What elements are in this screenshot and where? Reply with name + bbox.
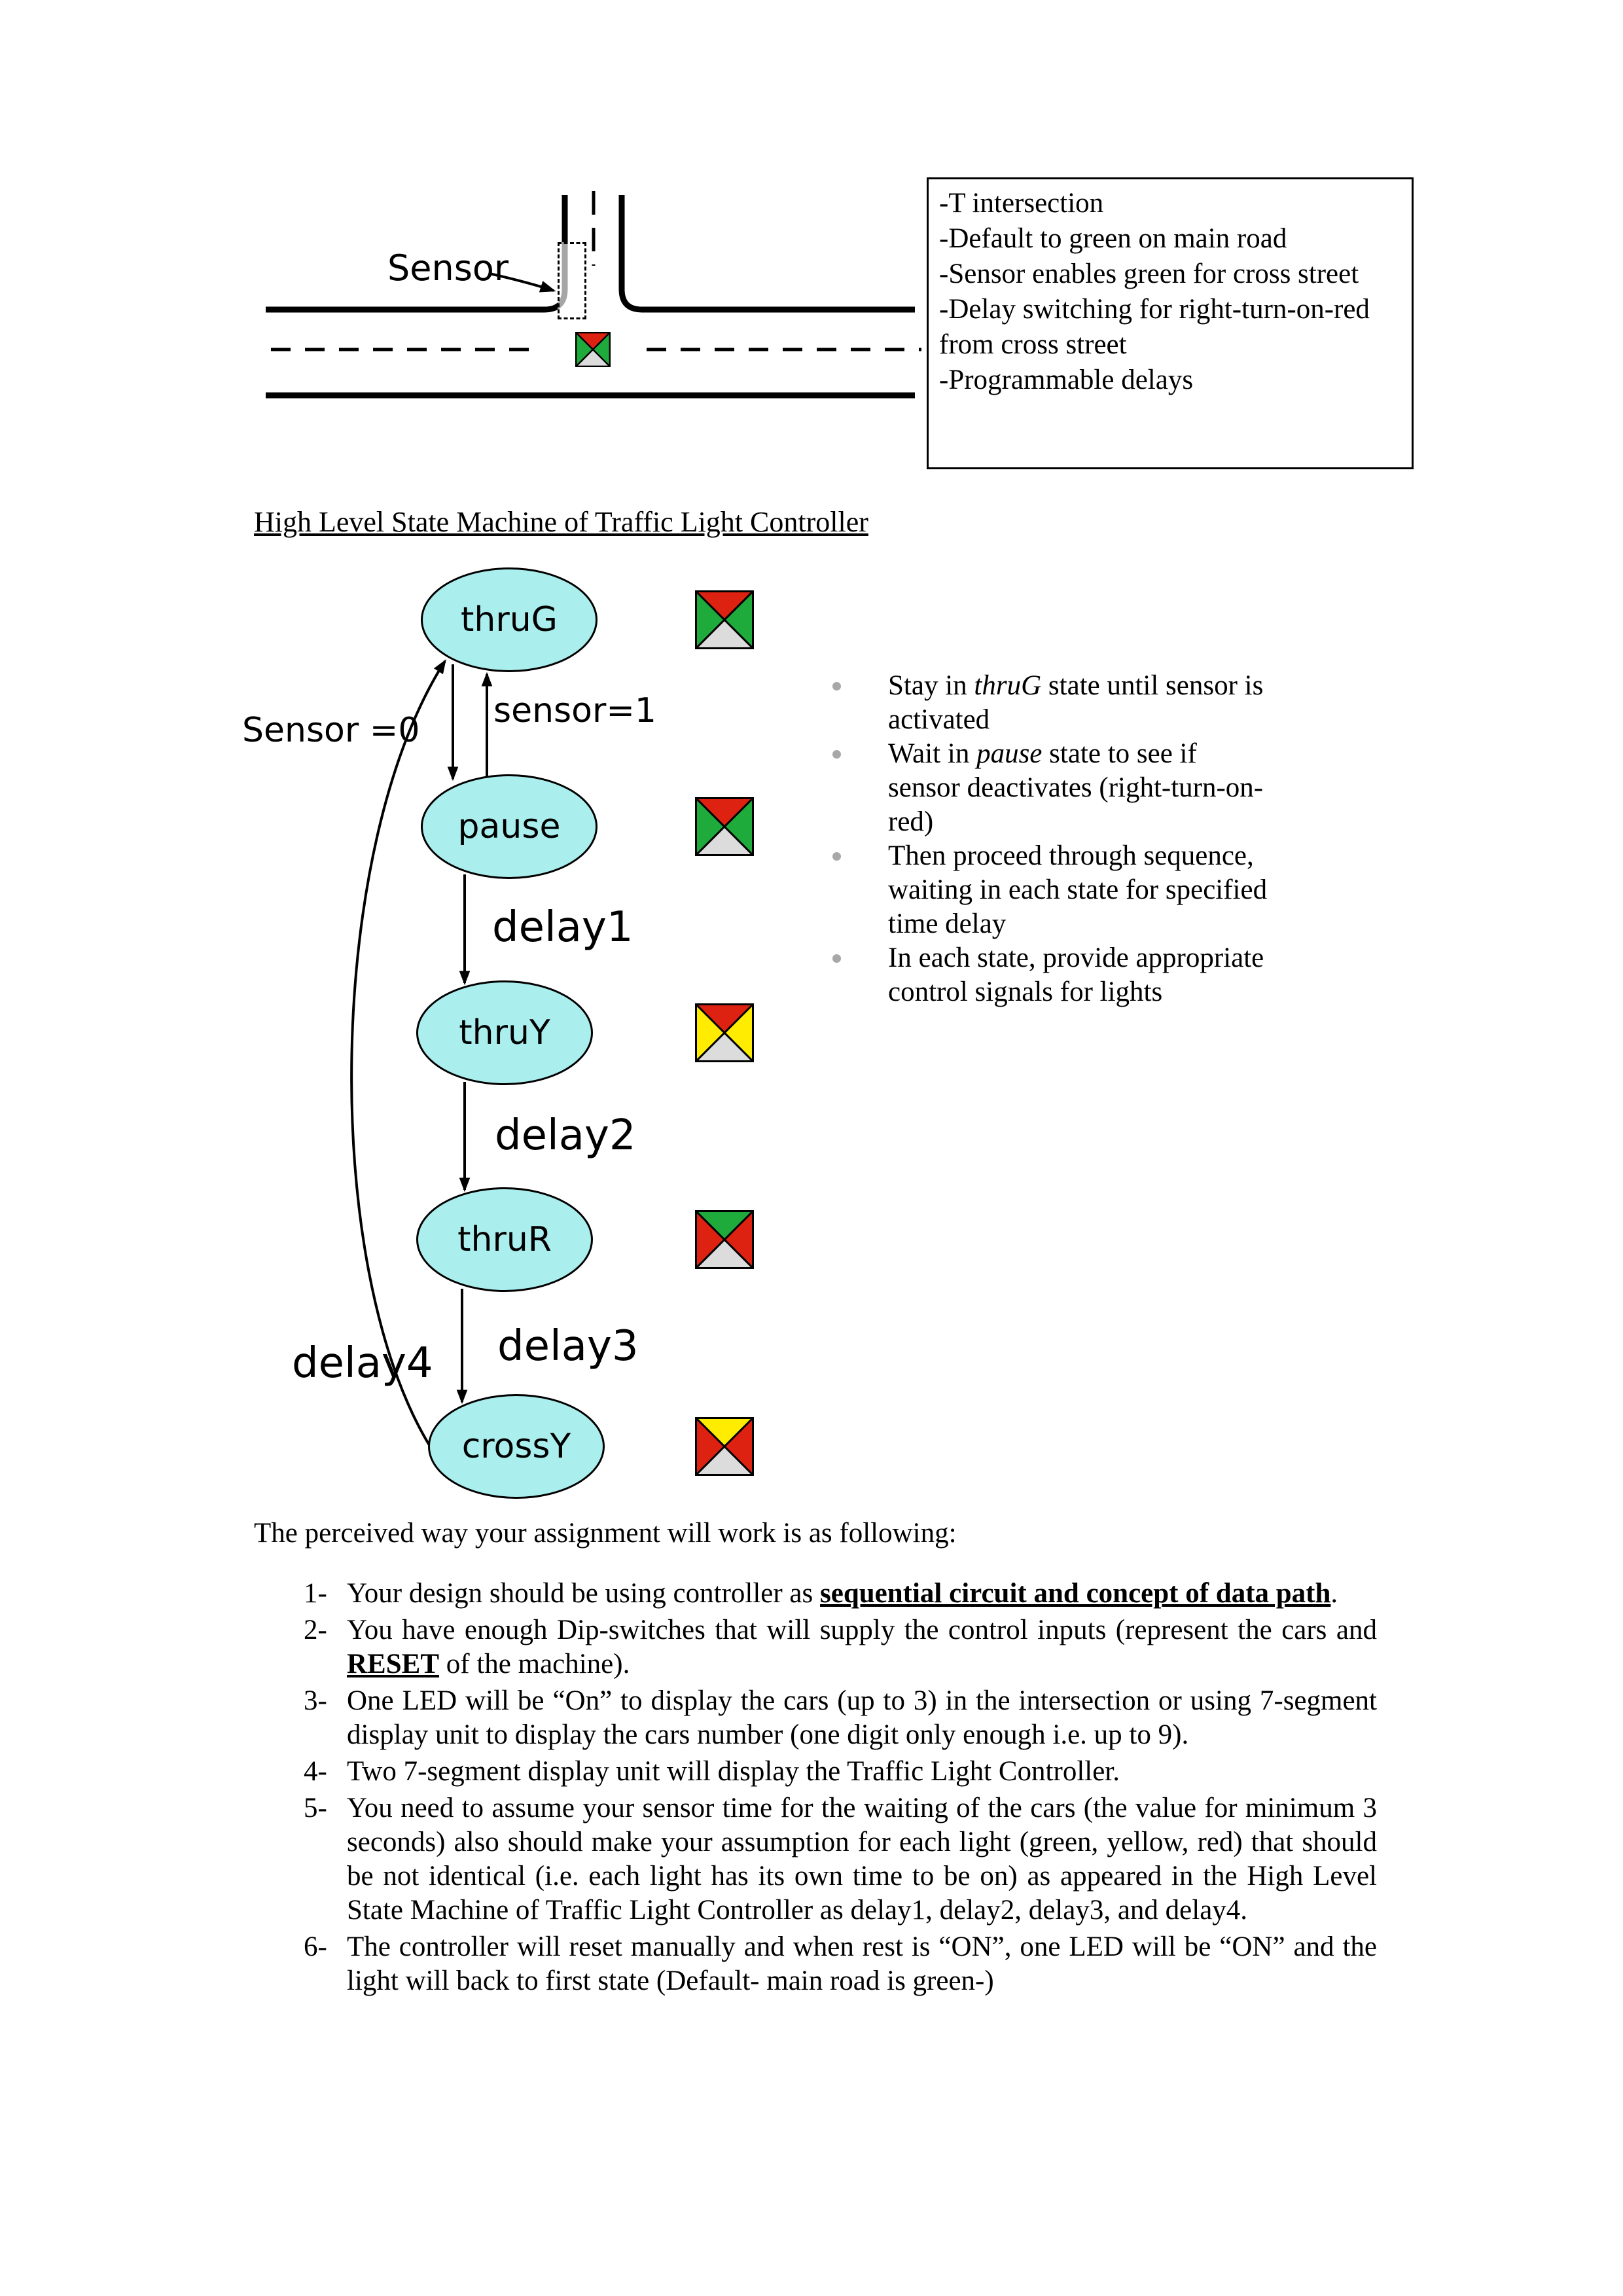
bullet-icon [832, 852, 841, 861]
item-pre: One LED will be “On” to display the cars (up to 3) in the intersection or using 7-segment display unit to display the cars number (one digit only enough i.e. up to 9). [347, 1685, 1377, 1750]
item-pre: You have enough Dip-switches that will supply the control inputs (represent the cars and [347, 1615, 1377, 1645]
item-post: . [1330, 1578, 1338, 1609]
list-item-text [347, 1577, 1377, 1611]
list-item-text [347, 1684, 1377, 1752]
transition-label-delay3: delay3 [497, 1322, 639, 1371]
state-crossY [428, 1394, 605, 1499]
thruR-light-icon [695, 1210, 754, 1269]
assignment-section [254, 1517, 1377, 2001]
bullet-pre: Stay in [888, 670, 974, 701]
info-line: -T intersection [939, 188, 1104, 219]
item-pre: Two 7-segment display unit will display the Traffic Light Controller. [347, 1756, 1120, 1787]
list-item-text [347, 1613, 1377, 1681]
bullet-post: Then proceed through sequence, waiting in each state for specified time delay [888, 840, 1268, 939]
info-line: -Delay switching for right-turn-on-red from cross street [939, 294, 1370, 360]
bullet-text [888, 737, 1271, 839]
list-item [304, 1577, 1377, 1611]
list-item-text [347, 1755, 1377, 1789]
info-line: -Programmable delays [939, 365, 1194, 395]
state-thruY [416, 980, 593, 1085]
item-pre: The controller will reset manually and when rest is “ON”, one LED will be “ON” and the light will back to first state (Default- main road is green-) [347, 1931, 1377, 1996]
list-item [832, 941, 1330, 1009]
assignment-list [254, 1577, 1377, 1998]
state-thruR [416, 1187, 593, 1292]
transition-label-sensor0: Sensor =0 [242, 711, 420, 750]
list-item-number: 5- [304, 1793, 327, 1823]
section-heading: High Level State Machine of Traffic Light Controller [254, 506, 868, 538]
list-item-text [347, 1791, 1377, 1928]
sensor-label: Sensor [387, 247, 509, 289]
state-label: thruR [457, 1220, 552, 1259]
thruG-light-icon [695, 590, 754, 649]
list-item [304, 1930, 1377, 1998]
info-line: -Sensor enables green for cross street [939, 259, 1359, 289]
state-label: crossY [461, 1427, 571, 1466]
list-item [304, 1684, 1377, 1752]
list-item-number: 4- [304, 1756, 327, 1787]
transition-label-delay2: delay2 [495, 1111, 636, 1160]
assignment-intro: The perceived way your assignment will work is as following: [254, 1518, 957, 1549]
state-label: pause [457, 807, 561, 846]
list-item-number: 2- [304, 1615, 327, 1645]
transition-label-delay1: delay1 [492, 903, 633, 952]
bullet-post: In each state, provide appropriate control signals for lights [888, 942, 1264, 1007]
list-item [832, 737, 1330, 839]
bullet-emphasis: thruG [974, 670, 1042, 701]
thruY-light-icon [695, 1003, 754, 1062]
item-pre: You need to assume your sensor time for the waiting of the cars (the value for minimum 3 seconds) also should make your assumption for each light (green, yellow, red) that should be not identical (i.e. each light has its own time to be on) as appeared in the High Level State Machine of Traffic Light Controller as delay1, delay2, delay3, and delay4. [347, 1793, 1377, 1926]
info-line: -Default to green on main road [939, 223, 1287, 254]
crossY-light-icon [695, 1417, 754, 1476]
intersection-info-box [927, 177, 1414, 469]
list-item-number: 3- [304, 1685, 327, 1716]
bullet-icon [832, 682, 841, 691]
list-item [304, 1791, 1377, 1928]
bullet-text [888, 941, 1271, 1009]
intersection-light-icon [575, 332, 611, 367]
state-label: thruG [461, 600, 558, 639]
bullet-icon [832, 954, 841, 963]
list-item [304, 1613, 1377, 1681]
state-label: thruY [459, 1013, 550, 1052]
bullet-icon [832, 750, 841, 759]
list-item [832, 669, 1330, 737]
list-item [832, 839, 1330, 941]
transition-label-sensor1: sensor=1 [493, 691, 656, 730]
list-item [304, 1755, 1377, 1789]
item-pre: Your design should be using controller as [347, 1578, 821, 1609]
pause-light-icon [695, 797, 754, 856]
bullet-text [888, 839, 1271, 941]
notes-list [832, 669, 1330, 1009]
list-item-number: 6- [304, 1931, 327, 1962]
sensor-zone-dashed-rect [558, 242, 586, 319]
bullet-text [888, 669, 1271, 737]
bullet-post: state to see if sensor deactivates (right-turn-on-red) [888, 738, 1264, 837]
road-edge-top-right [622, 195, 915, 310]
bullet-post: state until sensor is activated [888, 670, 1264, 735]
list-item-text [347, 1930, 1377, 1998]
list-item-number: 1- [304, 1578, 327, 1609]
transition-label-delay4: delay4 [292, 1339, 433, 1388]
item-emphasis: RESET [347, 1649, 440, 1679]
bullet-emphasis: pause [976, 738, 1043, 769]
state-pause [421, 774, 597, 879]
bullet-pre: Wait in [888, 738, 977, 769]
item-emphasis: sequential circuit and concept of data path [820, 1578, 1331, 1609]
state-thruG [421, 567, 597, 672]
item-post: of the machine). [439, 1649, 630, 1679]
